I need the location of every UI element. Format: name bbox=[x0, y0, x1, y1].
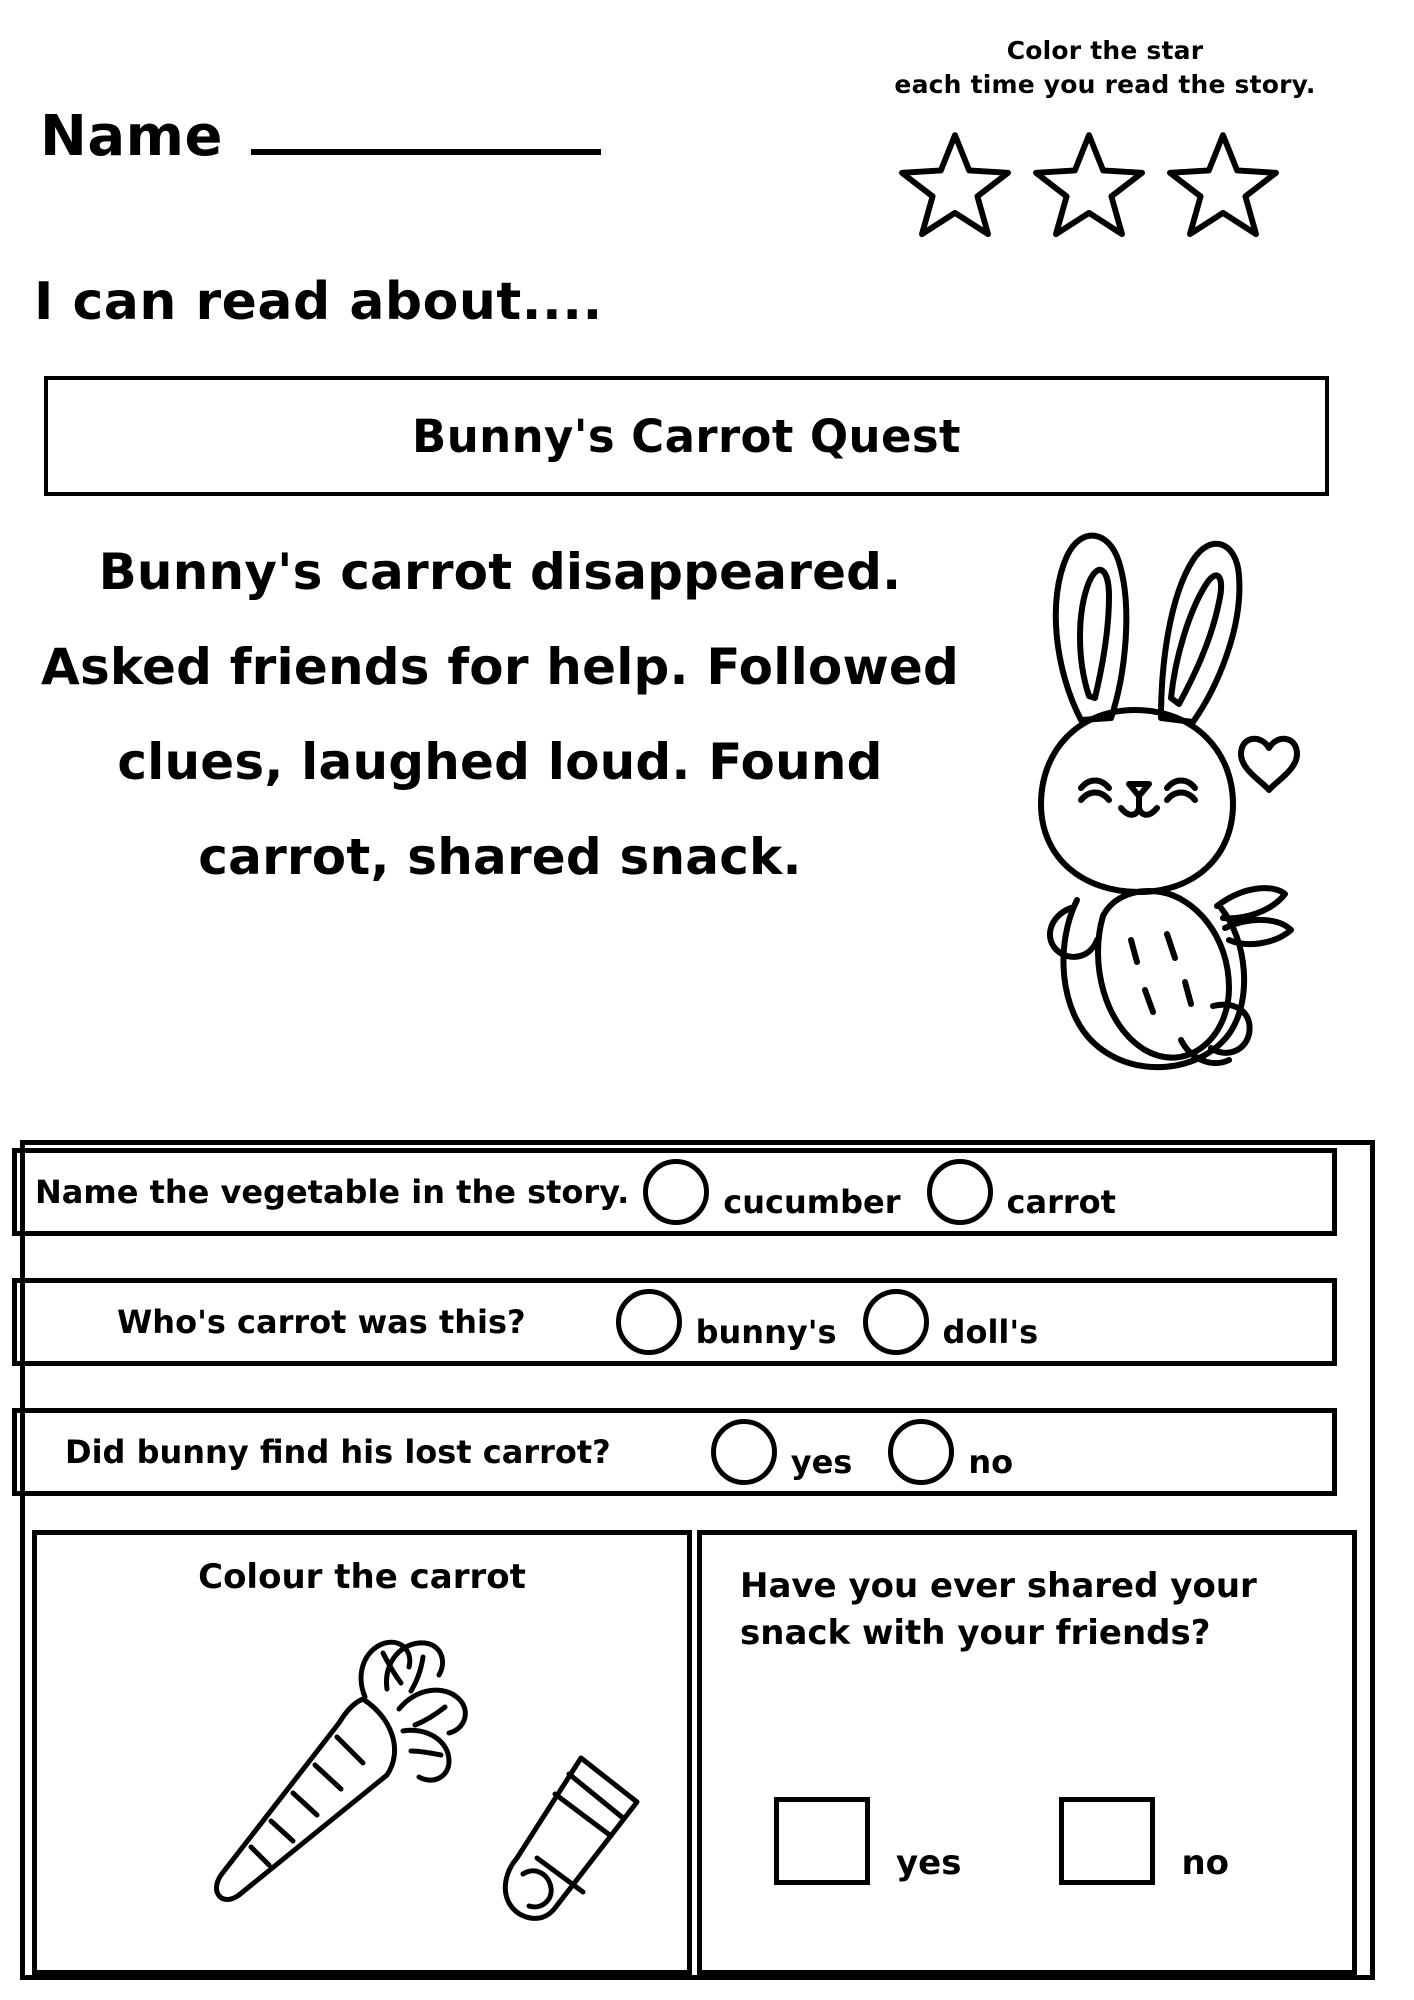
star-instruction-line-1: Color the star bbox=[1006, 36, 1204, 65]
story-title: Bunny's Carrot Quest bbox=[412, 409, 961, 463]
question-option[interactable] bbox=[643, 1159, 900, 1225]
name-label: Name bbox=[40, 104, 223, 169]
reflection-question: Have you ever shared your snack with your friends? bbox=[740, 1566, 1257, 1653]
option-label: yes bbox=[790, 1443, 853, 1481]
option-label: doll's bbox=[942, 1313, 1039, 1351]
colour-activity-panel bbox=[32, 1530, 692, 1975]
question-option[interactable] bbox=[616, 1289, 837, 1355]
question-row bbox=[12, 1408, 1337, 1496]
option-label: no bbox=[968, 1443, 1014, 1481]
answer-bubble-icon[interactable] bbox=[927, 1159, 993, 1225]
reflection-answers bbox=[774, 1797, 1229, 1885]
answer-bubble-icon[interactable] bbox=[711, 1419, 777, 1485]
star-instruction-line-2: each time you read the story. bbox=[894, 69, 1316, 99]
question-prompt: Did bunny find his lost carrot? bbox=[65, 1433, 611, 1471]
answer-bubble-icon[interactable] bbox=[616, 1289, 682, 1355]
question-prompt: Name the vegetable in the story. bbox=[35, 1173, 630, 1211]
question-option[interactable] bbox=[863, 1289, 1039, 1355]
question-prompt: Who's carrot was this? bbox=[117, 1303, 526, 1341]
story-text: Bunny's carrot disappeared. Asked friends for help. Followed clues, laughed loud. Found carrot, shared snack. bbox=[41, 543, 959, 886]
checkbox-no-label: no bbox=[1181, 1843, 1230, 1883]
story-title-box bbox=[44, 376, 1329, 496]
crayon-illustration bbox=[477, 1740, 667, 1940]
answer-bubble-icon[interactable] bbox=[643, 1159, 709, 1225]
name-input-line[interactable] bbox=[251, 107, 601, 155]
colour-activity-title: Colour the carrot bbox=[198, 1557, 526, 1597]
star-icon[interactable] bbox=[1163, 128, 1283, 240]
question-option[interactable] bbox=[888, 1419, 1013, 1485]
bunny-illustration bbox=[985, 520, 1305, 1080]
carrot-illustration[interactable] bbox=[187, 1623, 487, 1923]
question-option[interactable] bbox=[927, 1159, 1116, 1225]
option-label: bunny's bbox=[695, 1313, 837, 1351]
question-row bbox=[12, 1148, 1337, 1236]
star-icon[interactable] bbox=[1029, 128, 1149, 240]
reflection-panel bbox=[697, 1530, 1357, 1975]
checkbox-yes-label: yes bbox=[896, 1843, 962, 1883]
question-option[interactable] bbox=[711, 1419, 853, 1485]
answer-bubble-icon[interactable] bbox=[888, 1419, 954, 1485]
star-tracker bbox=[895, 128, 1315, 238]
star-instruction bbox=[855, 34, 1355, 102]
question-row bbox=[12, 1278, 1337, 1366]
star-icon[interactable] bbox=[895, 128, 1015, 240]
option-label: cucumber bbox=[723, 1183, 901, 1221]
answer-bubble-icon[interactable] bbox=[863, 1289, 929, 1355]
read-about-label: I can read about.... bbox=[34, 272, 603, 332]
checkbox-no[interactable] bbox=[1059, 1797, 1155, 1885]
option-label: carrot bbox=[1006, 1183, 1116, 1221]
checkbox-yes[interactable] bbox=[774, 1797, 870, 1885]
name-field-row bbox=[40, 104, 601, 169]
